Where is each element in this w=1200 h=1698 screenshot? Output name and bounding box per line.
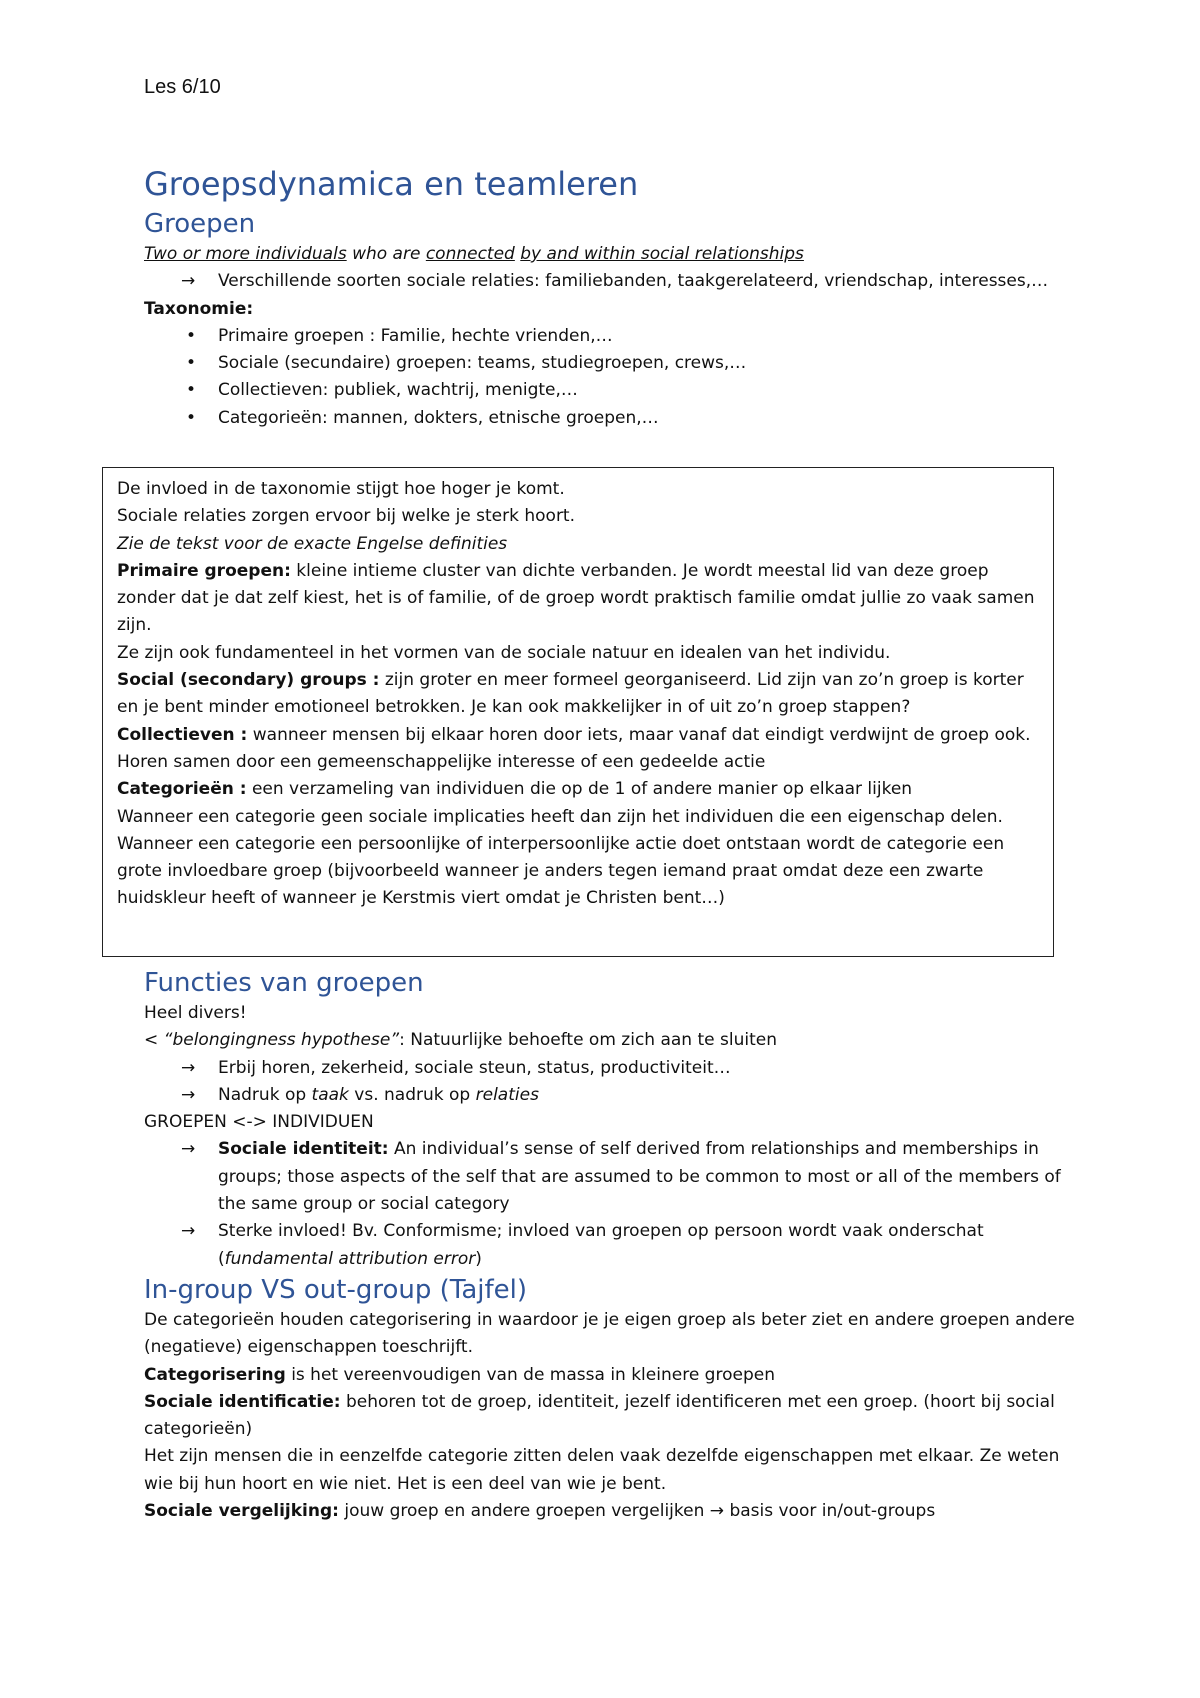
lower-content (144, 966, 1079, 1525)
arrow-item-text: Verschillende soorten sociale relaties: familiebanden, taakgerelateerd, vriendschap, interesses,… (218, 271, 1049, 292)
arrow-icon: → (181, 1221, 196, 1242)
text-part: is het vereenvoudigen van de massa in kleinere groepen (285, 1364, 775, 1385)
bullet-icon: • (186, 353, 197, 374)
arrow-list-item (144, 1136, 1079, 1218)
box-line: Wanneer een categorie een persoonlijke of interpersoonlijke actie doet ontstaan wordt de categorie een grote invloedbare groep (bijvoorbeeld wanneer je anders tegen iemand praat omdat deze een zwarte huidskleur heeft of wanneer je Kerstmis viert omdat je Christen bent…) (117, 833, 1005, 909)
bullet-list-item (144, 350, 1079, 377)
text-part: “belongingness hypothese” (163, 1030, 400, 1051)
box-paragraph (117, 558, 1039, 640)
text-line (144, 1389, 1079, 1444)
box-term: Primaire groepen: (117, 560, 291, 581)
bullet-text: Collectieven: publiek, wachtrij, menigte,… (218, 380, 578, 401)
arrow-list-item (144, 1082, 1079, 1109)
box-line: De invloed in de taxonomie stijgt hoe hoger je komt. (117, 479, 565, 499)
text-line (144, 1362, 1079, 1389)
text-part: : Natuurlijke behoefte om zich aan te sluiten (399, 1030, 777, 1051)
box-line: Wanneer een categorie geen sociale implicaties heeft dan zijn het individuen die een eigenschap delen. (117, 806, 1003, 827)
box-paragraph (117, 776, 1039, 803)
text-line: Het zijn mensen die in eenzelfde categorie zitten delen vaak dezelfde eigenschappen met elkaar. Ze weten wie bij hun hoort en wie niet. Het is een deel van wie je bent. (144, 1446, 1060, 1494)
box-paragraph (117, 667, 1039, 722)
text-part: Sociale identificatie: (144, 1391, 341, 1412)
box-definition: zijn groter en meer formeel georganiseerd. Lid zijn van zo’n groep is korter en je bent minder emotioneel betrokken. Je kan ook makkelijker in of uit zo’n groep stappen? (117, 670, 1024, 718)
text-part: taak (311, 1084, 349, 1105)
text-part: Sociale identiteit: (218, 1139, 389, 1160)
box-paragraph (117, 722, 1039, 777)
text-line: De categorieën houden categorisering in waardoor je je eigen groep als beter ziet en andere groepen andere (negatieve) eigenschappen toeschrijft. (144, 1309, 1075, 1358)
box-term: Collectieven : (117, 724, 248, 745)
box-definition: een verzameling van individuen die op de 1 of andere manier op elkaar lijken (246, 779, 913, 800)
text-part: Sociale vergelijking: (144, 1501, 339, 1522)
text-line (144, 1027, 1079, 1054)
section-heading-groepen: Groepen (144, 209, 256, 239)
definition-part: connected (425, 244, 515, 264)
text-line: GROEPEN <-> INDIVIDUEN (144, 1112, 374, 1133)
bullet-text: Primaire groepen : Familie, hechte vrienden,… (218, 325, 613, 346)
box-line: Zie de tekst voor de exacte Engelse definities (117, 533, 508, 554)
arrow-list-item (144, 268, 1079, 295)
text-part: relaties (475, 1084, 539, 1105)
section-heading-ingroup: In-group VS out-group (Tajfel) (144, 1274, 527, 1305)
bullet-icon: • (186, 325, 197, 346)
text-part: behoren tot de groep, identiteit, jezelf identificeren met een groep. (hoort bij social categorieën) (144, 1391, 1055, 1440)
bullet-list-item (144, 405, 1079, 432)
bullet-list-item (144, 377, 1079, 404)
bullet-icon: • (186, 380, 197, 401)
arrow-icon: → (181, 1139, 196, 1160)
bullet-text: Sociale (secundaire) groepen: teams, studiegroepen, crews,… (218, 353, 747, 374)
text-part: Nadruk op (218, 1084, 312, 1105)
box-term: Social (secondary) groups : (117, 670, 380, 691)
text-part: < (144, 1030, 164, 1051)
text-part: fundamental attribution error (224, 1248, 476, 1269)
text-part: Sterke invloed! Bv. Conformisme; invloed van groepen op persoon wordt vaak onderschat ( (218, 1221, 984, 1269)
arrow-item-text: Erbij horen, zekerheid, sociale steun, status, productiviteit… (218, 1057, 731, 1078)
box-term: Categorieën : (117, 779, 247, 800)
box-line: Ze zijn ook fundamenteel in het vormen van de sociale natuur en idealen van het individu. (117, 642, 891, 663)
arrow-icon: → (181, 1057, 196, 1078)
definition-part: by and within social relationships (520, 244, 804, 264)
arrow-list-item (144, 1055, 1079, 1082)
section-heading-functies: Functies van groepen (144, 968, 424, 998)
taxonomy-label: Taxonomie: (144, 298, 254, 319)
arrow-icon: → (709, 1501, 725, 1522)
arrow-icon: → (181, 1084, 196, 1105)
main-content (144, 165, 1079, 432)
text-part: Categorisering (144, 1364, 286, 1385)
definition-part: Two or more individuals (144, 244, 347, 264)
taxonomy-info-box (102, 467, 1054, 957)
text-part: An individual’s sense of self derived from relationships and memberships in groups; those aspects of the self that are assumed to be common to most or all of the members of the same group or social category (218, 1139, 1061, 1215)
bullet-icon: • (186, 407, 197, 428)
box-line: Sociale relaties zorgen ervoor bij welke je sterk hoort. (117, 506, 576, 527)
arrow-list-item (144, 1218, 1079, 1273)
definition-line (144, 241, 1079, 268)
document-title: Groepsdynamica en teamleren (144, 165, 639, 203)
text-part: ) (475, 1248, 482, 1269)
bullet-text: Categorieën: mannen, dokters, etnische groepen,… (218, 407, 659, 428)
box-definition: kleine intieme cluster van dichte verbanden. Je wordt meestal lid van deze groep zonder dat je dat zelf kiest, het is of familie, of de groep wordt praktisch familie omdat jullie zo vaak samen zijn. (117, 560, 1035, 636)
page-header: Les 6/10 (144, 76, 221, 98)
text-part: basis voor in/out-groups (724, 1501, 936, 1522)
text-part: jouw groep en andere groepen vergelijken (338, 1501, 705, 1522)
bullet-list-item (144, 323, 1079, 350)
text-line (144, 1498, 1079, 1525)
text-part: vs. nadruk op (348, 1084, 476, 1105)
text-line: Heel divers! (144, 1003, 247, 1023)
arrow-icon: → (181, 271, 196, 292)
box-definition: wanneer mensen bij elkaar horen door iets, maar vanaf dat eindigt verdwijnt de groep ook. Horen samen door een gemeenschappelijke interesse of een gedeelde actie (117, 724, 1031, 772)
definition-part: who are (346, 244, 426, 264)
